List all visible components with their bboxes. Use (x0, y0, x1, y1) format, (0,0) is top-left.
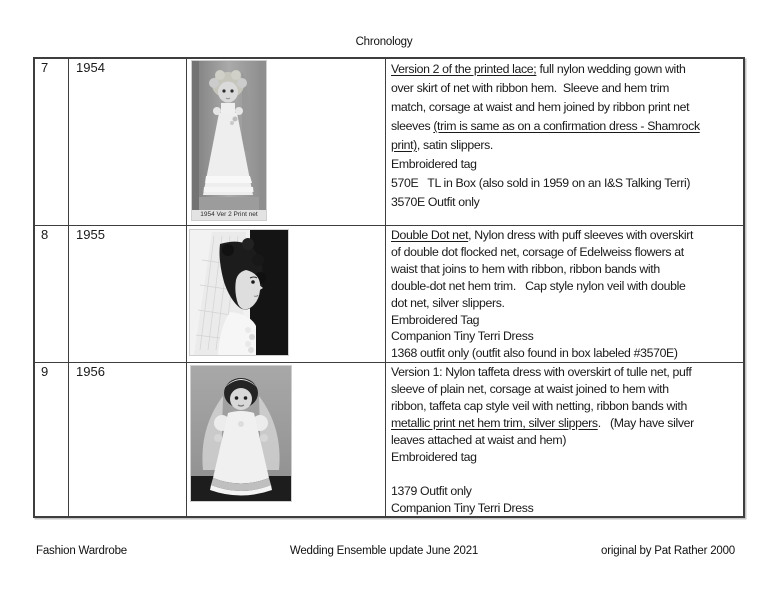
table-row-1955 (34, 226, 744, 363)
row-number: 8 (34, 226, 69, 363)
description-line: Double Dot net, Nylon dress with puff sleeves with overskirt (391, 228, 694, 242)
description-line: 3570E Outfit only (391, 195, 480, 209)
doll-photo-1954 (191, 60, 267, 221)
description-line: 1368 outfit only (outfit also found in box labeled #3570E) (391, 346, 678, 361)
doll-photo-1956 (190, 365, 292, 502)
description-line: of double dot flocked net, corsage of Edelweiss flowers at (391, 244, 684, 259)
year-value: 1956 (69, 363, 187, 518)
footer-center: Wedding Ensemble update June 2021 (289, 545, 479, 557)
description-line: metallic print net hem trim, silver slippers. (May have silver (391, 415, 694, 430)
description-line: 570E TL in Box (also sold in 1959 on an I&S Talking Terri) (391, 176, 691, 190)
footer-left: Fashion Wardrobe (36, 545, 127, 557)
table-row-1954 (34, 58, 744, 226)
page-title: Chronology (355, 36, 413, 48)
description-line: print), satin slippers. (391, 138, 493, 152)
description-1955 (386, 226, 745, 363)
description-1954 (386, 58, 745, 226)
doll-photo-1955-image (190, 230, 288, 355)
footer-right: original by Pat Rather 2000 (601, 545, 735, 557)
table-row-1956 (34, 363, 744, 518)
description-1956 (386, 363, 745, 518)
description-line (391, 466, 741, 483)
description-line: Embroidered tag (391, 449, 477, 464)
photo-caption: 1954 Ver 2 Print net (192, 210, 266, 220)
year-value: 1954 (69, 58, 187, 226)
description-line: ribbon, taffeta cap style veil with netting, ribbon bands with (391, 399, 687, 414)
description-line: sleeves (trim is same as on a confirmation dress - Shamrock (391, 119, 700, 133)
description-line: Version 1: Nylon taffeta dress with overskirt of tulle net, puff (391, 365, 692, 380)
description-line: waist that joins to hem with ribbon, ribbon bands with (391, 261, 660, 276)
description-line: Companion Tiny Terri Dress (391, 500, 534, 515)
description-line: leaves attached at waist and hem) (391, 432, 567, 447)
description-line: dot net, silver slippers. (391, 295, 505, 310)
row-number: 9 (34, 363, 69, 518)
chronology-table (33, 57, 745, 518)
doll-photo-1955 (189, 229, 289, 356)
page-footer (0, 545, 768, 561)
description-line: 1379 Outfit only (391, 483, 472, 498)
description-line: Version 2 of the printed lace; full nylon wedding gown with (391, 62, 686, 76)
photo-cell (187, 58, 386, 226)
description-line: Embroidered tag (391, 157, 477, 171)
description-line: match, corsage at waist and hem joined by ribbon print net (391, 100, 690, 114)
description-line: over skirt of net with ribbon hem. Sleeve and hem trim (391, 81, 670, 95)
photo-cell (187, 226, 386, 363)
description-line: Companion Tiny Terri Dress (391, 329, 534, 344)
doll-photo-1954-image (192, 61, 266, 210)
description-line: double-dot net hem trim. Cap style nylon veil with double (391, 278, 686, 293)
description-line: sleeve of plain net, corsage at waist joined to hem with (391, 382, 669, 397)
photo-cell (187, 363, 386, 518)
description-line: Embroidered Tag (391, 312, 480, 327)
row-number: 7 (34, 58, 69, 226)
doll-photo-1956-image (191, 366, 291, 501)
year-value: 1955 (69, 226, 187, 363)
